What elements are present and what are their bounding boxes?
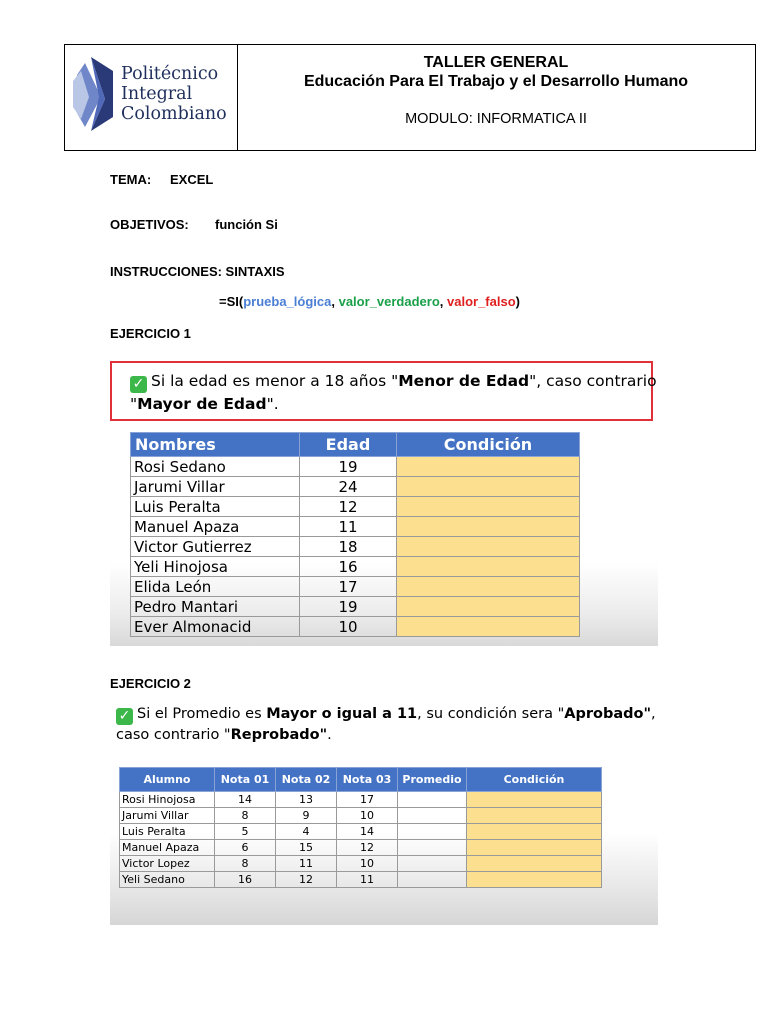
ejercicio-1-table (130, 432, 580, 637)
objetivos-label: OBJETIVOS: (110, 217, 189, 232)
cell-student: Luis Peralta (120, 824, 215, 840)
title-cell (237, 45, 755, 150)
cell-condition[interactable] (397, 497, 580, 517)
logo-line-1: Politécnico (121, 64, 219, 84)
instruction-text: , (651, 706, 656, 722)
cell-condition[interactable] (397, 517, 580, 537)
cell-promedio[interactable] (398, 792, 467, 808)
cell-name: Pedro Mantari (131, 597, 300, 617)
logo-line-2: Integral (121, 84, 193, 104)
ejercicio-1-instruction (110, 361, 657, 421)
column-header: Condición (467, 768, 602, 792)
table-row (120, 808, 602, 824)
table-row (131, 577, 580, 597)
cell-name: Ever Almonacid (131, 617, 300, 637)
cell-nota-3: 12 (337, 840, 398, 856)
instruction-bold: Mayor o igual a 11 (266, 706, 418, 722)
checkmark-icon: ✓ (130, 376, 147, 393)
instruction-text: , su condición sera " (417, 706, 565, 722)
cell-age: 24 (300, 477, 397, 497)
document-title: TALLER GENERAL (423, 54, 569, 71)
cell-condition[interactable] (467, 856, 602, 872)
table-row (131, 517, 580, 537)
cell-name: Jarumi Villar (131, 477, 300, 497)
cell-student: Manuel Apaza (120, 840, 215, 856)
cell-student: Rosi Hinojosa (120, 792, 215, 808)
cell-nota-1: 8 (215, 808, 276, 824)
syntax-suffix: ) (515, 294, 520, 309)
cell-nota-3: 17 (337, 792, 398, 808)
cell-condition[interactable] (467, 840, 602, 856)
table-row (131, 537, 580, 557)
cell-student: Yeli Sedano (120, 872, 215, 888)
table-row (120, 872, 602, 888)
table-row (120, 840, 602, 856)
ejercicio-2-table (119, 767, 602, 888)
cell-name: Luis Peralta (131, 497, 300, 517)
cell-promedio[interactable] (398, 840, 467, 856)
cell-nota-2: 9 (276, 808, 337, 824)
checkmark-icon: ✓ (116, 708, 133, 725)
table-row (131, 557, 580, 577)
column-header: Alumno (120, 768, 215, 792)
instruction-text: caso contrario " (116, 727, 231, 743)
column-header: Nota 01 (215, 768, 276, 792)
cell-age: 18 (300, 537, 397, 557)
syntax-separator: , (439, 294, 447, 309)
objetivos-value: función Si (215, 217, 278, 232)
cell-age: 12 (300, 497, 397, 517)
table-header-row (131, 433, 580, 457)
instruction-text: . (327, 727, 332, 743)
cell-age: 10 (300, 617, 397, 637)
syntax-arg-verdadero: valor_verdadero (338, 294, 440, 309)
instruction-bold: Mayor de Edad (137, 395, 267, 413)
cell-name: Rosi Sedano (131, 457, 300, 477)
instruction-text: " (130, 395, 138, 413)
column-header: Nombres (131, 433, 300, 457)
table-header-row (120, 768, 602, 792)
cell-name: Manuel Apaza (131, 517, 300, 537)
cell-nota-3: 11 (337, 872, 398, 888)
cell-name: Victor Gutierrez (131, 537, 300, 557)
cell-student: Victor Lopez (120, 856, 215, 872)
cell-nota-1: 16 (215, 872, 276, 888)
instruction-text: Si la edad es menor a 18 años " (151, 372, 399, 390)
cell-condition[interactable] (467, 792, 602, 808)
cell-age: 11 (300, 517, 397, 537)
cell-student: Jarumi Villar (120, 808, 215, 824)
cell-nota-2: 11 (276, 856, 337, 872)
instruction-text: ", caso contrario (529, 372, 657, 390)
cell-condition[interactable] (397, 537, 580, 557)
cell-condition[interactable] (467, 808, 602, 824)
table-row (131, 617, 580, 637)
cell-nota-2: 15 (276, 840, 337, 856)
cell-nota-2: 4 (276, 824, 337, 840)
cell-name: Elida León (131, 577, 300, 597)
instruction-bold: Menor de Edad (398, 372, 530, 390)
column-header: Edad (300, 433, 397, 457)
instruction-bold: Reprobado" (230, 727, 328, 743)
instruction-text: ". (266, 395, 279, 413)
cell-age: 16 (300, 557, 397, 577)
cell-age: 17 (300, 577, 397, 597)
column-header: Nota 03 (337, 768, 398, 792)
ejercicio-1-label: EJERCICIO 1 (110, 326, 191, 341)
institution-logo-icon (71, 53, 117, 135)
document-subtitle: Educación Para El Trabajo y el Desarrollo Humano (303, 73, 689, 90)
instruction-bold: Aprobado" (564, 706, 652, 722)
cell-nota-1: 8 (215, 856, 276, 872)
table-row (131, 457, 580, 477)
cell-nota-1: 5 (215, 824, 276, 840)
cell-name: Yeli Hinojosa (131, 557, 300, 577)
column-header: Nota 02 (276, 768, 337, 792)
table-row (131, 477, 580, 497)
logo-wordmark (121, 64, 231, 124)
table-row (131, 597, 580, 617)
ejercicio-2-instruction (116, 704, 656, 745)
table-row (120, 856, 602, 872)
cell-nota-3: 14 (337, 824, 398, 840)
instruction-text: Si el Promedio es (137, 706, 267, 722)
cell-promedio[interactable] (398, 808, 467, 824)
cell-nota-1: 14 (215, 792, 276, 808)
cell-promedio[interactable] (398, 872, 467, 888)
cell-age: 19 (300, 457, 397, 477)
document-header (64, 44, 756, 151)
cell-condition[interactable] (397, 557, 580, 577)
table-row (120, 824, 602, 840)
cell-condition[interactable] (397, 457, 580, 477)
cell-nota-3: 10 (337, 856, 398, 872)
table-row (131, 497, 580, 517)
si-syntax (219, 294, 520, 309)
cell-condition[interactable] (467, 872, 602, 888)
cell-condition[interactable] (397, 617, 580, 637)
cell-nota-2: 13 (276, 792, 337, 808)
logo-line-3: Colombiano (121, 104, 227, 124)
cell-promedio[interactable] (398, 856, 467, 872)
syntax-arg-prueba: prueba_lógica (243, 294, 332, 309)
cell-age: 19 (300, 597, 397, 617)
module-label: MODULO: INFORMATICA II (405, 111, 587, 127)
cell-promedio[interactable] (398, 824, 467, 840)
table-row (120, 792, 602, 808)
tema-value: EXCEL (170, 172, 214, 187)
cell-condition[interactable] (397, 577, 580, 597)
instrucciones-label: INSTRUCCIONES: SINTAXIS (110, 264, 285, 279)
cell-nota-2: 12 (276, 872, 337, 888)
column-header: Condición (397, 433, 580, 457)
ejercicio-2-label: EJERCICIO 2 (110, 676, 191, 691)
logo-cell (65, 45, 238, 150)
tema-label: TEMA: (110, 172, 152, 187)
cell-condition[interactable] (397, 477, 580, 497)
cell-nota-1: 6 (215, 840, 276, 856)
syntax-separator: , (331, 294, 339, 309)
column-header: Promedio (398, 768, 467, 792)
cell-condition[interactable] (467, 824, 602, 840)
cell-condition[interactable] (397, 597, 580, 617)
syntax-arg-falso: valor_falso (447, 294, 516, 309)
syntax-prefix: =SI( (219, 294, 244, 309)
cell-nota-3: 10 (337, 808, 398, 824)
